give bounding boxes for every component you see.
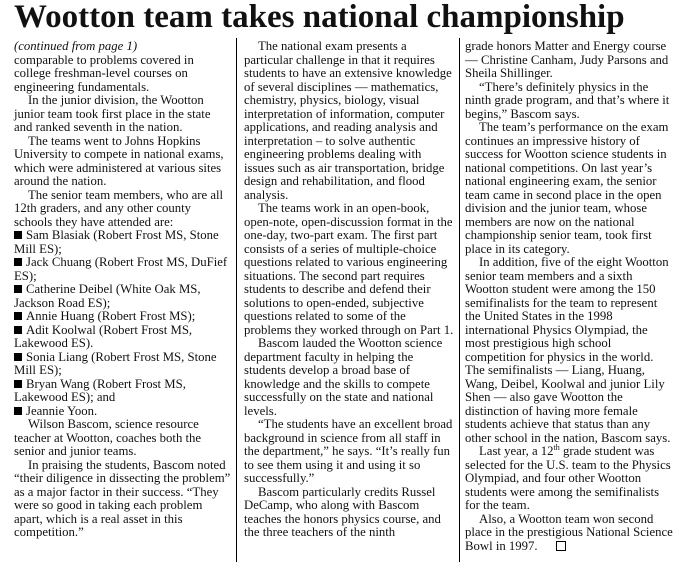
member-item: Bryan Wang (Robert Frost MS, Lakewood ES); and	[14, 376, 186, 404]
paragraph: “The students have an excellent broad background in science from all staff in the department,” he says. “It’s really fun to see them using it and using it so successfully.”	[244, 417, 453, 485]
member-item: Jack Chuang (Robert Frost MS, DuFief ES);	[14, 255, 228, 283]
paragraph: In addition, five of the eight Wootton senior team members and a sixth Wootton student were among the 150 semifinalists for the team to represent the United States in the 1998 international Physics Olympiad, the most prestigious high school competition for physics in the world. The semifinalists — Liang, Huang, Wang, Deibel, Koolwal and junior Lily Shen — also gave Wootton the distinction of having more female students achieve that status than any other school in the nation, Bascom says.	[465, 255, 671, 445]
column-rule	[236, 38, 237, 562]
paragraph: “There’s definitely physics in the ninth grade program, and that’s where it begins,” Bascom says.	[465, 79, 670, 121]
member-item: Adit Koolwal (Robert Frost MS, Lakewood ES).	[14, 322, 193, 350]
paragraph: comparable to problems covered in college freshman-level courses on engineering fundamentals.	[14, 52, 194, 94]
bullet-icon	[14, 258, 22, 266]
bullet-icon	[14, 380, 22, 388]
bullet-icon	[14, 353, 22, 361]
column-2	[244, 40, 454, 540]
bullet-icon	[14, 285, 22, 293]
paragraph: The teams went to Johns Hopkins University to compete in national exams, which were administered at various sites around the nation.	[14, 133, 224, 188]
continued-note: (continued from page 1)	[14, 39, 138, 53]
end-of-story-icon	[556, 541, 566, 551]
member-item: Jeannie Yoon.	[14, 405, 232, 419]
paragraph: Last year, a 12th grade student was selected for the U.S. team to the Physics Olympiad, and four other Wootton students were among the semifinalists for the team.	[465, 442, 671, 512]
paragraph: In the junior division, the Wootton junior team took first place in the state and ranked seventh in the nation.	[14, 93, 211, 134]
column-3	[465, 40, 673, 553]
headline: Wootton team takes national championship	[14, 0, 625, 35]
paragraph: The team’s performance on the exam continues an impressive history of success for Wootton science students in national competitions. On last year’s national engineering exam, the senior team came in second place in the open division and the junior team, whose members are now on the national championship senior team, took first place in its category.	[465, 120, 669, 256]
bullet-icon	[14, 312, 22, 320]
column-1	[14, 40, 232, 540]
member-item: Catherine Deibel (White Oak MS, Jackson Road ES);	[14, 282, 201, 310]
bullet-icon	[14, 231, 22, 239]
paragraph: Also, a Wootton team won second place in the prestigious National Science Bowl in 1997.	[465, 511, 673, 553]
member-item: Sam Blasiak (Robert Frost MS, Stone Mill ES);	[14, 228, 219, 256]
paragraph: The national exam presents a particular challenge in that it requires students to have an extensive knowledge of several disciplines — mathematics, chemistry, physics, biology, visual interpretation of information, computer applications, and reading analysis and interpretation – to solve authentic engineering problems dealing with issues such as air transportation, bridge design and rehabilitation, and flood analysis.	[244, 39, 452, 202]
member-item: Annie Huang (Robert Frost MS);	[14, 310, 232, 324]
member-item: Sonia Liang (Robert Frost MS, Stone Mill ES);	[14, 349, 217, 377]
paragraph: Bascom lauded the Wootton science department faculty in helping the students develop a broad base of knowledge and the skills to compete successfully on the state and national levels.	[244, 336, 443, 418]
paragraph: The senior team members, who are all 12th graders, and any other county schools they have attended are:	[14, 187, 224, 229]
bullet-icon	[14, 407, 22, 415]
column-rule	[459, 38, 460, 562]
paragraph: In praising the students, Bascom noted “their diligence in dissecting the problem” as a major factor in their success. “They were so good in taking each problem apart, which is a real asset in this competition.”	[14, 457, 231, 539]
paragraph: Bascom particularly credits Russel DeCamp, who along with Bascom teaches the honors physics course, and the three teachers of the ninth	[244, 484, 441, 539]
bullet-icon	[14, 326, 22, 334]
paragraph: Wilson Bascom, science resource teacher at Wootton, coaches both the senior and junior teams.	[14, 417, 202, 458]
paragraph: grade honors Matter and Energy course — Christine Canham, Judy Parsons and Sheila Shillinger.	[465, 39, 669, 80]
paragraph: The teams work in an open-book, open-note, open-discussion format in the one-day, two-part exam. The first part consists of a series of multiple-choice questions related to various engineering situations. The second part requires students to describe and defend their solutions to open-ended, subjective questions related to some of the problems they worked through on Part 1.	[244, 201, 454, 337]
